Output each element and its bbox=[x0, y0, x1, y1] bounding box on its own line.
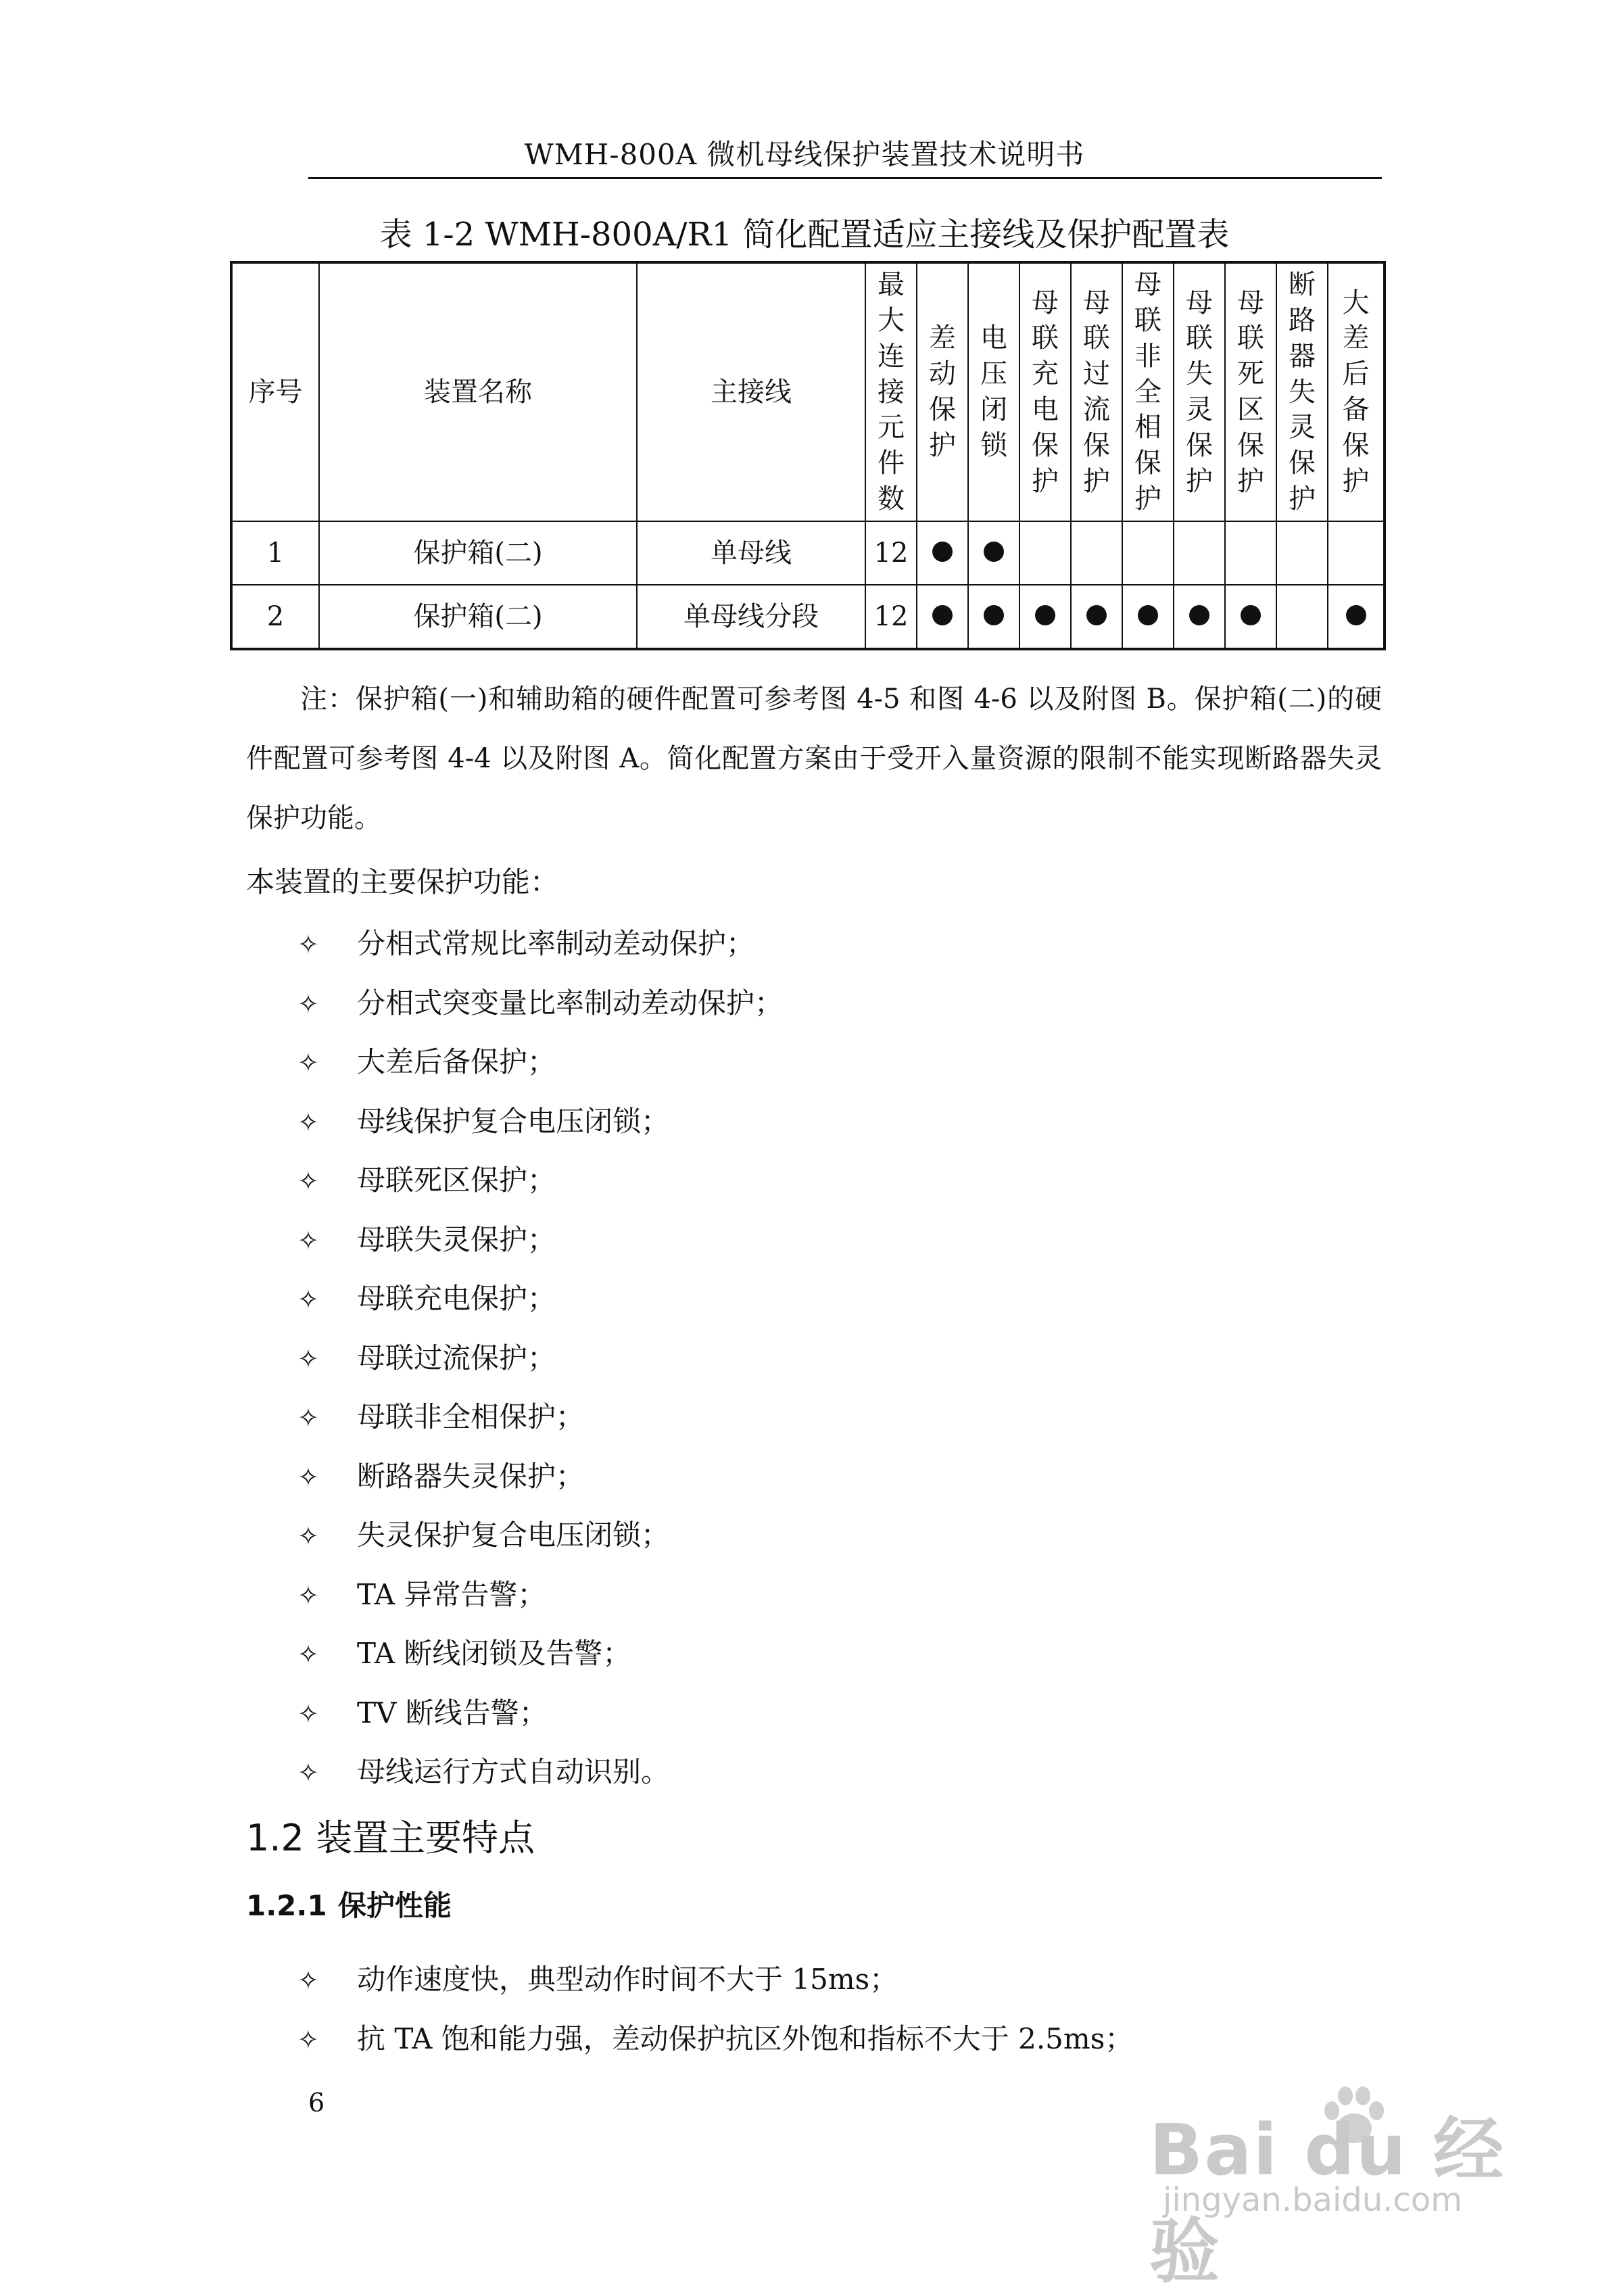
filled-dot-icon bbox=[984, 605, 1004, 625]
running-header: WMH-800A 微机母线保护装置技术说明书 bbox=[524, 138, 1085, 171]
section-number: 1.2 bbox=[246, 1817, 304, 1859]
header-rule bbox=[308, 177, 1382, 179]
filled-dot-icon bbox=[984, 542, 1004, 562]
page-number: 6 bbox=[308, 2088, 325, 2118]
header-cell-vertical: 母联过流保护 bbox=[1071, 262, 1122, 521]
mark-cell bbox=[1276, 585, 1328, 649]
mark-cell bbox=[917, 521, 968, 585]
subsection-title: 保护性能 bbox=[338, 1889, 452, 1922]
mark-cell bbox=[1122, 585, 1174, 649]
watermark-logo: Bai du 经验 bbox=[1149, 2109, 1505, 2293]
header-cell-vertical: 差动保护 bbox=[917, 262, 968, 521]
mark-cell bbox=[1225, 521, 1276, 585]
bullet-icon: ✧ bbox=[297, 2024, 319, 2055]
table-note: 注：保护箱(一)和辅助箱的硬件配置可参考图 4-5 和图 4-6 以及附图 B。保护箱(二)的硬件配置可参考图 4-4 以及附图 A。简化配置方案由于受开入量资源的限制不能实现断路器失灵保护功能。 bbox=[246, 684, 1382, 834]
row-device: 保护箱(二) bbox=[319, 585, 637, 649]
list-item: ✧ 抗 TA 饱和能力强，差动保护抗区外饱和指标不大于 2.5ms； bbox=[297, 2009, 1133, 2069]
list-item: ✧ 断路器失灵保护； bbox=[297, 1447, 783, 1506]
header-cell-vertical: 母联死区保护 bbox=[1225, 262, 1276, 521]
bullet-icon: ✧ bbox=[297, 1462, 319, 1492]
bullet-icon: ✧ bbox=[297, 1698, 319, 1729]
header-cell: 主接线 bbox=[637, 262, 865, 521]
bullet-icon: ✧ bbox=[297, 1048, 319, 1078]
subsection-heading bbox=[246, 1884, 452, 1924]
table-row bbox=[231, 585, 1385, 649]
mark-cell bbox=[968, 521, 1019, 585]
bullet-icon: ✧ bbox=[297, 988, 319, 1019]
row-max-elements: 12 bbox=[865, 585, 917, 649]
mark-cell bbox=[1071, 585, 1122, 649]
mark-cell bbox=[1328, 521, 1385, 585]
table-caption: 表 1-2 WMH-800A/R1 简化配置适应主接线及保护配置表 bbox=[379, 216, 1230, 254]
row-index: 2 bbox=[231, 585, 319, 649]
bullet-icon: ✧ bbox=[297, 1521, 319, 1551]
bullet-icon: ✧ bbox=[297, 930, 319, 959]
row-wiring: 单母线 bbox=[637, 521, 865, 585]
header-cell: 装置名称 bbox=[319, 262, 637, 521]
bullet-icon: ✧ bbox=[297, 1640, 319, 1669]
mark-cell bbox=[1071, 521, 1122, 585]
filled-dot-icon bbox=[932, 605, 953, 625]
header-cell-vertical: 最大连接元件数 bbox=[865, 262, 917, 521]
list-item: ✧ 母联失灵保护； bbox=[297, 1210, 783, 1270]
header-cell-vertical: 断路器失灵保护 bbox=[1276, 262, 1328, 521]
mark-cell bbox=[1019, 585, 1071, 649]
list-item: ✧ 母联过流保护； bbox=[297, 1329, 783, 1388]
row-max-elements: 12 bbox=[865, 521, 917, 585]
table-row bbox=[231, 521, 1385, 585]
list-item: ✧ 失灵保护复合电压闭锁； bbox=[297, 1506, 783, 1565]
header-cell-vertical: 母联充电保护 bbox=[1019, 262, 1071, 521]
filled-dot-icon bbox=[1035, 605, 1055, 625]
mark-cell bbox=[1019, 521, 1071, 585]
mark-cell bbox=[1174, 521, 1225, 585]
table-header-row bbox=[231, 262, 1385, 521]
header-cell: 序号 bbox=[231, 262, 319, 521]
section-heading bbox=[246, 1809, 535, 1861]
section-title: 装置主要特点 bbox=[316, 1817, 535, 1859]
bullet-icon: ✧ bbox=[297, 1343, 319, 1374]
filled-dot-icon bbox=[1346, 605, 1366, 625]
list-item: ✧ 分相式常规比率制动差动保护； bbox=[297, 914, 783, 974]
watermark bbox=[1149, 2066, 1555, 2293]
list-item: ✧ TV 断线告警； bbox=[297, 1683, 783, 1743]
functions-intro: 本装置的主要保护功能： bbox=[246, 865, 559, 899]
row-device: 保护箱(二) bbox=[319, 521, 637, 585]
filled-dot-icon bbox=[1189, 605, 1209, 625]
row-index: 1 bbox=[231, 521, 319, 585]
filled-dot-icon bbox=[932, 542, 953, 562]
bullet-icon: ✧ bbox=[297, 1965, 319, 1995]
list-item: ✧ 母线运行方式自动识别。 bbox=[297, 1742, 783, 1802]
mark-cell bbox=[917, 585, 968, 649]
mark-cell bbox=[1174, 585, 1225, 649]
mark-cell bbox=[968, 585, 1019, 649]
header-cell-vertical: 母联失灵保护 bbox=[1174, 262, 1225, 521]
subsection-number: 1.2.1 bbox=[246, 1889, 327, 1922]
list-item: ✧ 母联非全相保护； bbox=[297, 1387, 783, 1447]
bullet-icon: ✧ bbox=[297, 1166, 319, 1196]
list-item: ✧ 动作速度快，典型动作时间不大于 15ms； bbox=[297, 1950, 1133, 2009]
list-item: ✧ TA 断线闭锁及告警； bbox=[297, 1624, 783, 1683]
mark-cell bbox=[1122, 521, 1174, 585]
filled-dot-icon bbox=[1138, 605, 1158, 625]
list-item: ✧ 大差后备保护； bbox=[297, 1032, 783, 1092]
mark-cell bbox=[1276, 521, 1328, 585]
list-item: ✧ 分相式突变量比率制动差动保护； bbox=[297, 974, 783, 1033]
mark-cell bbox=[1225, 585, 1276, 649]
header-cell-vertical: 大差后备保护 bbox=[1328, 262, 1385, 521]
bullet-icon: ✧ bbox=[297, 1403, 319, 1433]
header-cell-vertical: 母联非全相保护 bbox=[1122, 262, 1174, 521]
bullet-icon: ✧ bbox=[297, 1225, 319, 1255]
function-list bbox=[297, 914, 783, 1802]
header-cell-vertical: 电压闭锁 bbox=[968, 262, 1019, 521]
bullet-icon: ✧ bbox=[297, 1580, 319, 1610]
list-item: ✧ TA 异常告警； bbox=[297, 1565, 783, 1625]
filled-dot-icon bbox=[1086, 605, 1107, 625]
list-item: ✧ 母联死区保护； bbox=[297, 1151, 783, 1210]
bullet-icon: ✧ bbox=[297, 1107, 319, 1137]
row-wiring: 单母线分段 bbox=[637, 585, 865, 649]
watermark-url: jingyan.baidu.com bbox=[1163, 2181, 1462, 2219]
bullet-icon: ✧ bbox=[297, 1758, 319, 1788]
mark-cell bbox=[1328, 585, 1385, 649]
bullet-icon: ✧ bbox=[297, 1285, 319, 1314]
config-table bbox=[230, 261, 1386, 650]
performance-list bbox=[297, 1950, 1133, 2068]
filled-dot-icon bbox=[1241, 605, 1261, 625]
list-item: ✧ 母联充电保护； bbox=[297, 1269, 783, 1329]
list-item: ✧ 母线保护复合电压闭锁； bbox=[297, 1092, 783, 1151]
